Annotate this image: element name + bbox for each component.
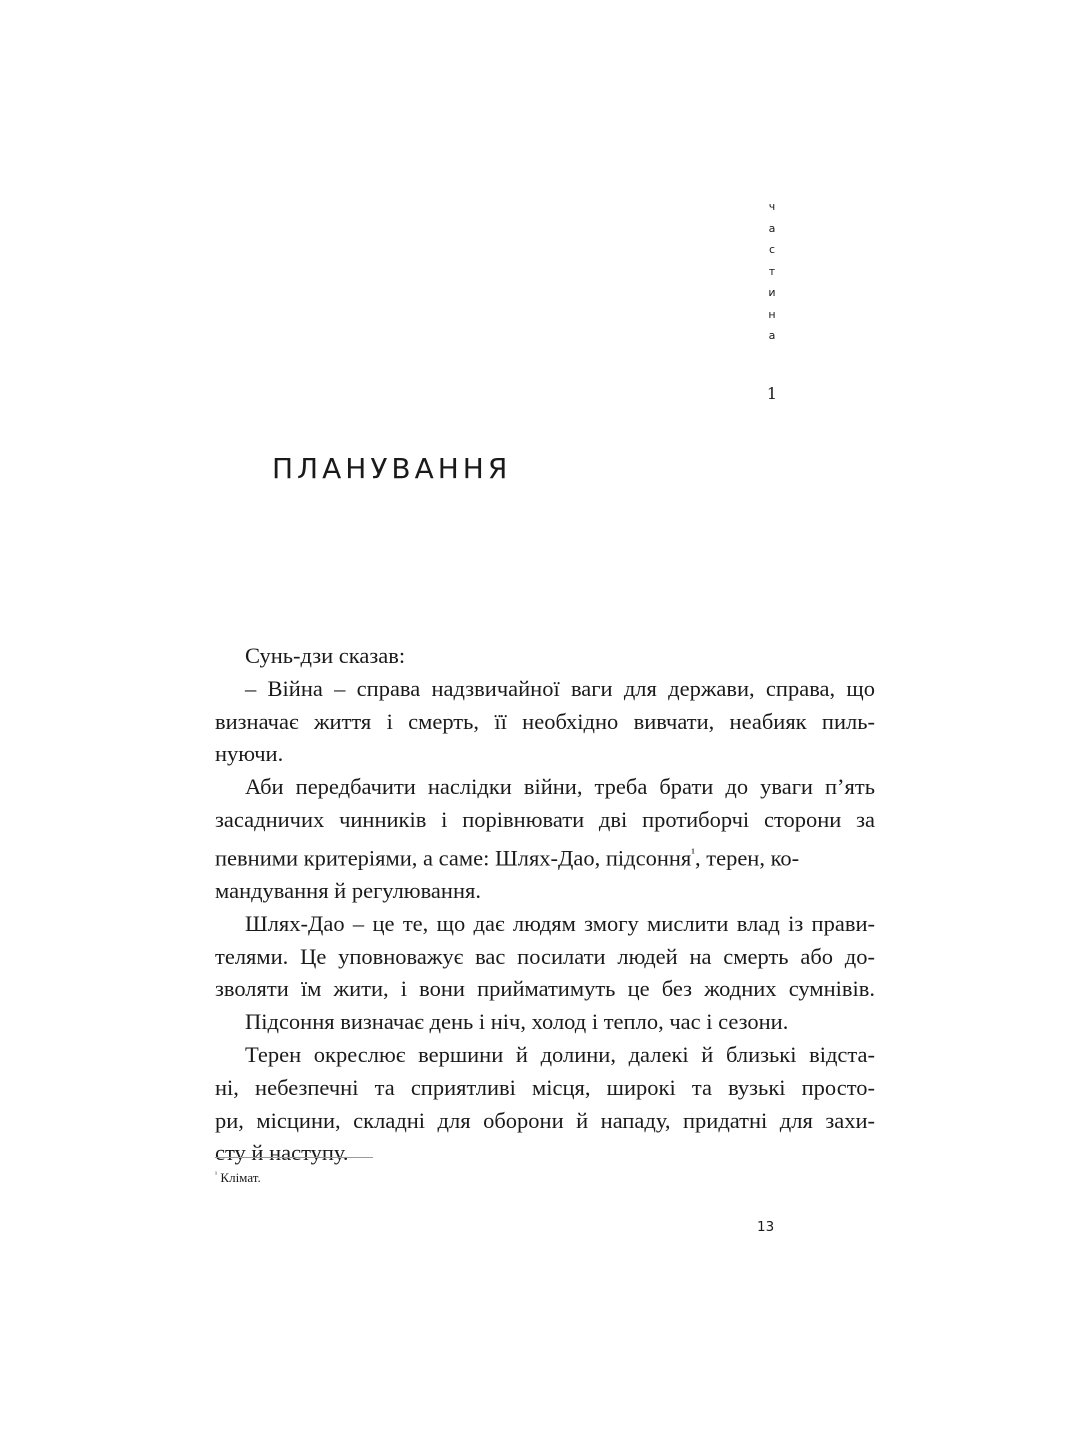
footnote (215, 1170, 261, 1186)
footnote-text: Клімат. (220, 1170, 261, 1185)
text-line: визначає життя і смерть, її необхідно вивчати, неабияк пиль- (215, 708, 875, 734)
part-letter: а (768, 221, 776, 235)
text-line: зволяти їм жити, і вони прийматимуть це без жодних сумнівів. (215, 976, 875, 1002)
body-text (215, 640, 875, 1170)
text-segment: певними критеріями, а саме: Шлях-Дао, підсоння (215, 845, 692, 871)
text-line: ри, місцини, складні для оборони й нападу, придатні для захи- (215, 1107, 875, 1133)
part-letter: т (768, 264, 776, 278)
text-line: Шлях-Дао – це те, що дає людям змогу мислити влад із прави- (245, 910, 875, 936)
part-number: 1 (766, 384, 778, 403)
text-line: сту й наступу. (215, 1140, 349, 1166)
footnote-marker: ¹ (215, 1170, 218, 1179)
text-line: телями. Це уповноважує вас посилати людей на смерть або до- (215, 943, 875, 969)
text-line: засадничих чинників і порівнювати дві протиборчі сторони за (215, 806, 875, 832)
text-line: – Війна – справа надзвичайної ваги для держави, справа, що (245, 675, 875, 701)
text-line: Аби передбачити наслідки війни, треба брати до уваги п’ять (245, 774, 875, 800)
page-number: 13 (757, 1219, 775, 1235)
part-letter: а (768, 329, 776, 342)
footnote-divider (215, 1157, 373, 1158)
part-letter: ч (768, 200, 776, 213)
chapter-title: ПЛАНУВАННЯ (272, 452, 512, 485)
part-label-vertical (760, 196, 784, 347)
text-line: мандування й регулювання. (215, 878, 481, 904)
text-line: ні, небезпечні та сприятливі місця, широкі та вузькі просто- (215, 1074, 875, 1100)
part-letter: с (768, 243, 776, 256)
text-line-with-footnote (215, 837, 875, 875)
text-line: Підсоння визначає день і ніч, холод і тепло, час і сезони. (245, 1009, 789, 1035)
text-line: Сунь-дзи сказав: (245, 643, 406, 668)
part-letter: н (768, 307, 776, 321)
text-line: Терен окреслює вершини й долини, далекі й близькі відста- (245, 1042, 875, 1068)
part-letter: и (768, 286, 776, 299)
footnote-reference[interactable]: ¹ (691, 845, 695, 860)
text-segment: , терен, ко- (695, 845, 800, 871)
text-line: нуючи. (215, 741, 284, 767)
